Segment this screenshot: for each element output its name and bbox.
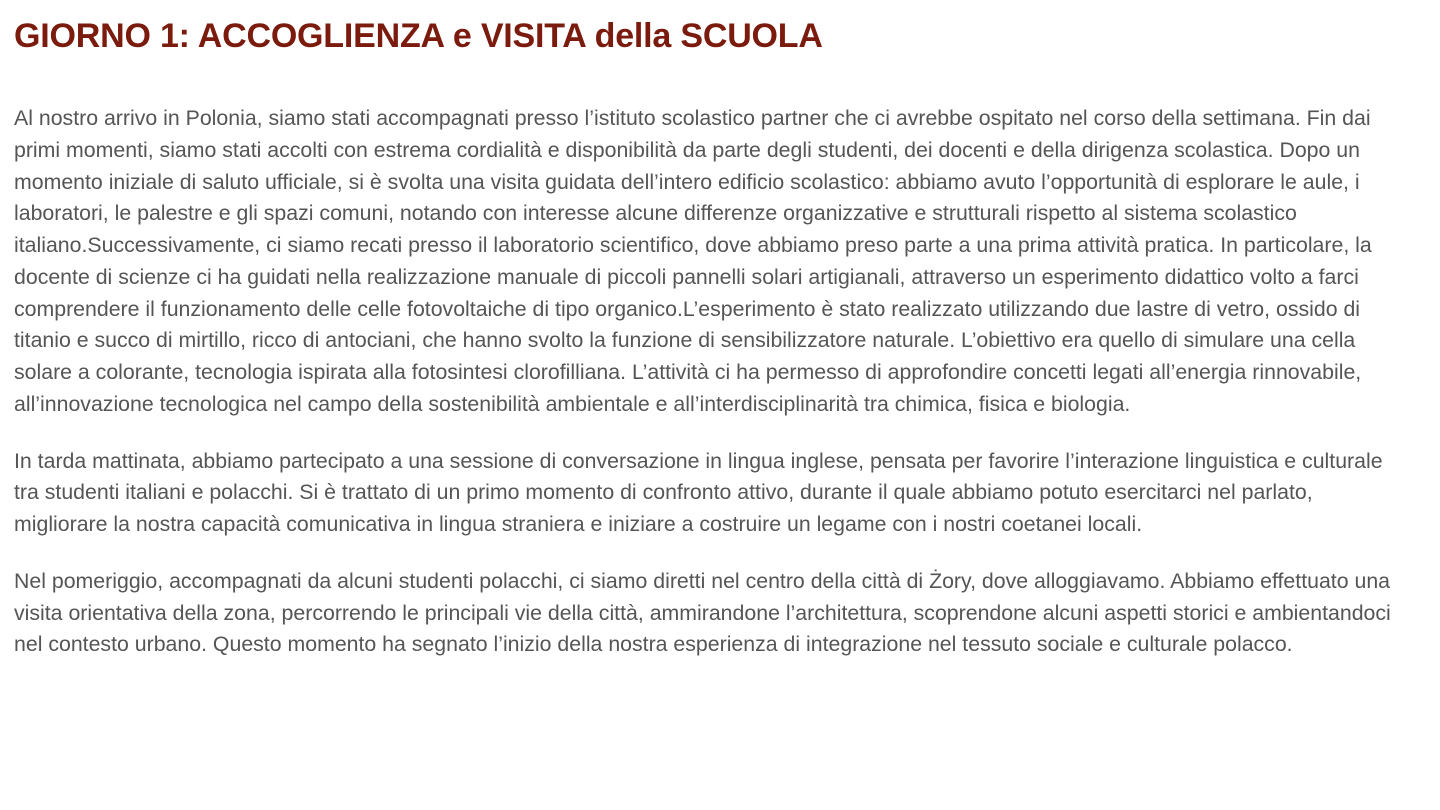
paragraph-city-visit: Nel pomeriggio, accompagnati da alcuni studenti polacchi, ci siamo diretti nel centro della città di Żory, dove alloggiavamo. Abbiamo effettuato una visita orientativa della zona, percorrendo le principali vie della città, ammirandone l’architettura, scoprendone alcuni aspetti storici e ambientandoci nel contesto urbano. Questo momento ha segnato l’inizio della nostra esperienza di integrazione nel tessuto sociale e culturale polacco. (14, 568, 1391, 657)
paragraph-school-visit: Al nostro arrivo in Polonia, siamo stati accompagnati presso l’istituto scolastico partner che ci avrebbe ospitato nel corso della settimana. Fin dai primi momenti, siamo stati accolti con estrema cordialità e disponibilità da parte degli studenti, dei docenti e della dirigenza scolastica. Dopo un momento iniziale di saluto ufficiale, si è svolta una visita guidata dell’intero edificio scolastico: abbiamo avuto l’opportunità di esplorare le aule, i laboratori, le palestre e gli spazi comuni, notando con interesse alcune differenze organizzative e strutturali rispetto al sistema scolastico italiano.Successivamente, ci siamo recati presso il laboratorio scientifico, dove abbiamo preso parte a una prima attività pratica. In particolare, la docente di scienze ci ha guidati nella realizzazione manuale di piccoli pannelli solari artigianali, attraverso un esperimento didattico volto a farci comprendere il funzionamento delle celle fotovoltaiche di tipo organico.L’esperimento è stato realizzato utilizzando due lastre di vetro, ossido di titanio e succo di mirtillo, ricco di antociani, che hanno svolto la funzione di sensibilizzatore naturale. L’obiettivo era quello di simulare una cella solare a colorante, tecnologia ispirata alla fotosintesi clorofilliana. L’attività ci ha permesso di approfondire concetti legati all’energia rinnovabile, all’innovazione tecnologica nel campo della sostenibilità ambientale e all’interdisciplinarità tra chimica, fisica e biologia. (14, 106, 1372, 416)
page-title: GIORNO 1: ACCOGLIENZA e VISITA della SCUOLA (14, 17, 823, 55)
paragraph-english-conversation: In tarda mattinata, abbiamo partecipato a una sessione di conversazione in lingua inglese, pensata per favorire l’interazione linguistica e culturale tra studenti italiani e polacchi. Si è trattato di un primo momento di confronto attivo, durante il quale abbiamo potuto esercitarci nel parlato, migliorare la nostra capacità comunicativa in lingua straniera e iniziare a costruire un legame con i nostri coetanei locali. (14, 448, 1383, 536)
